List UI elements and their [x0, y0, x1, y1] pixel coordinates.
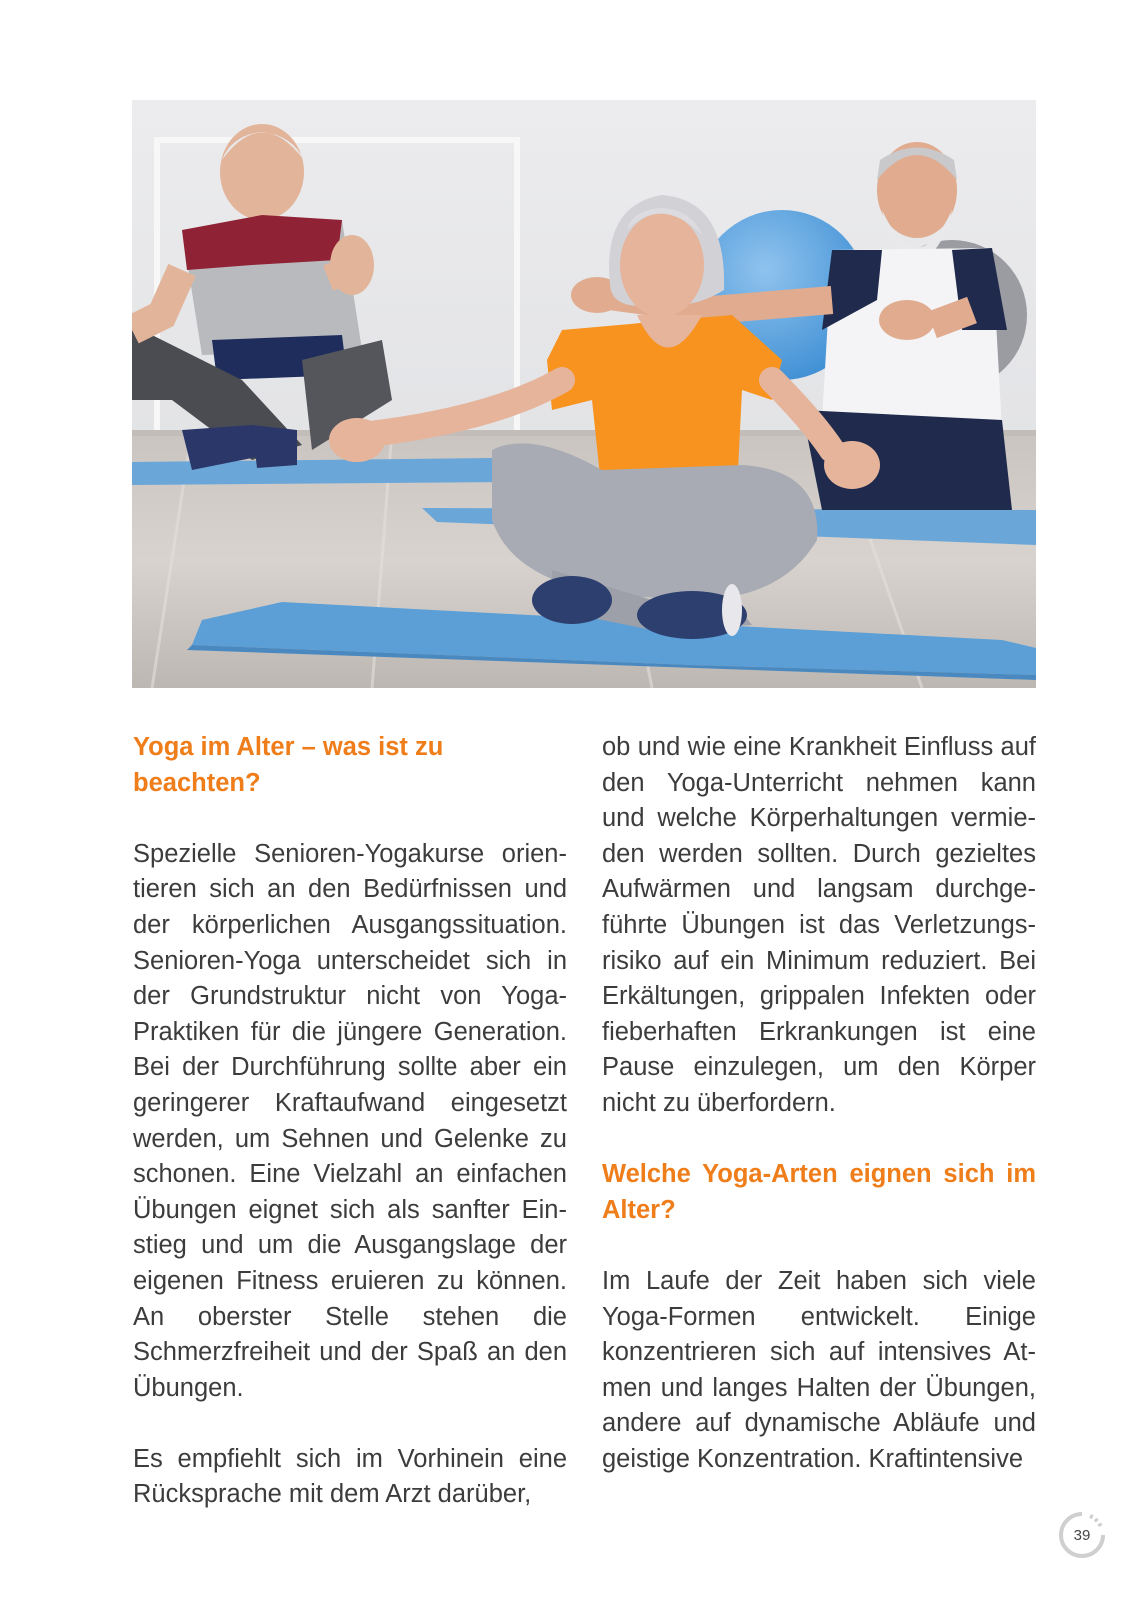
body-paragraph: ob und wie eine Krankheit Einfluss auf den Yoga-Unterricht nehmen kann und welche Körperhaltungen vermieden werden sollten. Durch gezieltes Aufwärmen und langsam durchgeführte Übungen ist das Verletzungsrisiko auf ein Minimum reduziert. Bei Erkältungen, grippalen Infekten oder fieberhaften Erkrankungen ist eine Pause einzulegen, um den Körper nicht zu überfordern. — [602, 733, 1036, 1117]
body-paragraph: Im Laufe der Zeit haben sich viele Yoga-Formen entwickelt. Einige konzentrieren sich auf intensives Atmen und langes Halten der Übungen, andere auf dynamische Abläufe und geistige Konzentration. Kraftintensive — [602, 1266, 1036, 1473]
body-paragraph: Es empfiehlt sich im Vorhinein eine Rücksprache mit dem Arzt darüber, — [133, 1444, 567, 1509]
right-column — [602, 730, 1036, 1477]
photo-senior-yoga — [132, 100, 1036, 688]
section-heading-yoga-im-alter: Yoga im Alter – was ist zu beachten? — [133, 733, 444, 797]
page-number-badge — [1057, 1510, 1107, 1560]
left-column — [133, 730, 567, 1513]
page-number: 39 — [1073, 1526, 1091, 1544]
section-heading-yoga-arten: Welche Yoga-Arten eignen sich im Alter? — [602, 1160, 1036, 1224]
body-paragraph: Spezielle Senioren-Yogakurse orientieren sich an den Bedürfnissen und der körperlichen Ausgangssituation. Senioren-Yoga unterscheidet sich in der Grundstruktur nicht von Yoga-Praktiken für die jüngere Generation. Bei der Durchführung sollte aber ein geringerer Kraftaufwand eingesetzt werden, um Sehnen und Gelenke zu schonen. Eine Vielzahl an einfachen Übungen eignet sich als sanfter Einstieg und um die Ausgangslage der eigenen Fitness eruieren zu können. An oberster Stelle stehen die Schmerzfreiheit und der Spaß an den Übungen. — [133, 839, 567, 1402]
